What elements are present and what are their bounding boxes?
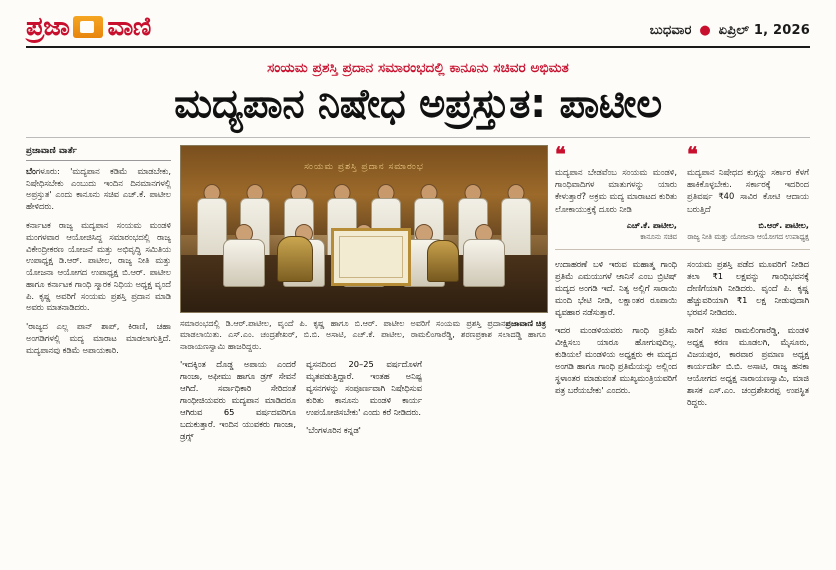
quotes-and-continuation xyxy=(555,141,810,414)
page-title: ಮದ್ಯಪಾನ ನಿಷೇಧ ಅಪ್ರಸ್ತುತ: ಪಾಟೀಲ xyxy=(174,81,662,127)
article-body xyxy=(26,141,810,449)
story-paragraph: 'ರಾಜ್ಯದ ಎಲ್ಲ ಪಾನ್‌ ಶಾಪ್‌, ಕಿರಾಣಿ, ಚಹಾ ಅಂಗಡಿಗಳಲ್ಲಿ ಮದ್ಯ ಮಾರಾಟ ಮಾಡಲಾಗುತ್ತಿದೆ. ಮದ್ಯಪಾನವು ಕಡಿಮೆ ಅಪಾಯಕಾರಿ. xyxy=(26,321,171,355)
story-column-5 xyxy=(687,258,809,414)
story-paragraph: ವ್ಯಸನದಿಂದ 20–25 ವರ್ಷದೊಳಗೆ ಮೃತಪಡುತ್ತಿದ್ದಾರೆ. ಇಂತಹ ಅನಿಷ್ಟ ವ್ಯಸನಗಳನ್ನು ಸಂಪೂರ್ಣವಾಗಿ ನಿಷೇಧಿಸುವ ಕುರಿತು ಕಾನೂನು ಮಂಡಳಿ ಕಾರ್ಯ ಉಪಯೋಜಿಸಬೇಕು' ಎಂದು ಕರೆ ನೀಡಿದರು. xyxy=(306,359,422,418)
story-paragraph: ಕರ್ನಾಟಕ ರಾಜ್ಯ ಮದ್ಯಪಾನ ಸಂಯಮ ಮಂಡಳಿ ಮಂಗಳವಾರ ಆಯೋಜಿಸಿದ್ದ ಸಮಾರಂಭದಲ್ಲಿ ರಾಜ್ಯ ವಿಕೇಂದ್ರೀಕರಣ ಯೋಜನೆ ಮತ್ತು ಅಭಿವೃದ್ಧಿ ಸಮಿತಿಯ ಉಪಾಧ್ಯಕ್ಷ ಡಿ.ಆರ್. ಪಾಟೀಲ, ರಾಜ್ಯ ನೀತಿ ಮತ್ತು ಯೋಜನಾ ಆಯೋಗದ ಉಪಾಧ್ಯಕ್ಷ ಬಿ.ಆರ್. ಪಾಟೀಲ ಹಾಗೂ ಕರ್ನಾಟಕ ಗಾಂಧಿ ಸ್ಮಾರಕ ನಿಧಿಯ ಅಧ್ಯಕ್ಷ ವೃಂದೆ ಪಿ. ಕೃಷ್ಣ ಅವರಿಗೆ ಸಂಯಮ ಪ್ರಶಸ್ತಿ ಪ್ರದಾನ ಮಾಡಿ ಅವರು ಮಾತನಾಡಿದರು. xyxy=(26,219,171,313)
story-paragraph: ಸಂಯಮ ಪ್ರಶಸ್ತಿ ಪಡೆದ ಮೂವರಿಗೆ ನೀಡಿದ ತಲಾ ₹1 ಲಕ್ಷವನ್ನು ಗಾಂಧಿಭವನಕ್ಕೆ ದೇಣಿಗೆಯಾಗಿ ನೀಡಿದರು. ವೃಂದೆ ಪಿ. ಕೃಷ್ಣ ಹೆಚ್ಚುವರಿಯಾಗಿ ₹1 ಲಕ್ಷ ನೀಡುವುದಾಗಿ ಭರವಸೆ ನೀಡಿದರು. xyxy=(687,258,809,317)
quote-mark-icon: ❝ xyxy=(687,141,698,166)
photo-caption xyxy=(180,318,546,352)
quote-role: ರಾಜ್ಯ ನೀತಿ ಮತ್ತು ಯೋಜನಾ ಆಯೋಗದ ಉಪಾಧ್ಯಕ್ಷ xyxy=(687,231,809,241)
headline-divider xyxy=(26,137,810,138)
quote-mark-icon: ❝ xyxy=(555,141,566,166)
continuation-columns xyxy=(555,258,810,414)
story-column-4 xyxy=(555,258,677,414)
quote-boxes xyxy=(555,141,810,242)
date-line xyxy=(650,23,810,40)
kicker-text: ಸಂಯಮ ಪ್ರಶಸ್ತಿ ಪ್ರದಾನ ಸಮಾರಂಭದಲ್ಲಿ ಕಾನೂನು ಸಚಿವರ ಅಭಿಮತ xyxy=(267,60,569,76)
quote-attribution: ಎಚ್.ಕೆ. ಪಾಟೀಲ, xyxy=(626,219,677,230)
photo-and-text-block xyxy=(180,145,546,449)
photo-person-seated xyxy=(221,224,267,286)
date-label: ಏಪ್ರಿಲ್ 1, 2026 xyxy=(718,23,810,38)
quote-text: ಮದ್ಯಪಾನ ನಿಷೇಧದ ಕುಗ್ಗನ್ನು ಸರ್ಕಾರ ಕೆಳಗೆ ಹಾಕಿಕೊಳ್ಳಬೇಕು. ಸರ್ಕಾರಕ್ಕೆ ಇದರಿಂದ ಪ್ರತಿವರ್ಷ ₹40 ಸಾವಿರ ಕೋಟಿ ಆದಾಯ ಬರುತ್ತಿದೆ xyxy=(687,166,809,214)
story-subhead: 'ಬೆಂಗಳೂರಿನ ಕನ್ನಡ' xyxy=(306,425,361,436)
logo-emblem-icon xyxy=(73,16,103,38)
story-column-1 xyxy=(26,145,171,364)
article-photo xyxy=(180,145,548,313)
award-statue-icon xyxy=(427,240,459,282)
story-paragraph: ಉದಾಹರಣೆ ಬಳಿ ಇರುವ ಮಹಾತ್ಮ ಗಾಂಧಿ ಪ್ರತಿಮೆ ಎಮಯುಗಳೆ ಆಾನಿಸೆ ಎಂಬ ಬ್ರಿಟಿಷ್‌ ಮದ್ಯದ ಅಂಗಡಿ ಇದೆ. ನಿತ್ಯ ಅಲ್ಲಿಗೆ ಸಾರಾಯಿ ಮಂದಿ ಭೇಟಿ ನೀಡಿ, ಲಕ್ಷಾಂತರ ರೂಪಾಯಿ ವ್ಯವಹಾರ ನಡೆಸುತ್ತಾರೆ. xyxy=(555,258,677,317)
publication-logo[interactable] xyxy=(26,14,151,40)
quote-divider xyxy=(555,249,810,250)
quote-attribution: ಬಿ.ಆರ್. ಪಾಟೀಲ, xyxy=(758,219,809,230)
quote-box xyxy=(687,141,809,242)
story-paragraph: ಬೆಂಗಳೂರು: 'ಮದ್ಯಪಾನ ಕಡಿಮೆ ಮಾಡಬೇಕು, ನಿಷೇಧಿಸಬೇಕು ಎಂಬುದು ಇಂದಿನ ದಿನಮಾನಗಳಲ್ಲಿ ಅಪ್ರಸ್ತುತ' ಎಂದು ಕಾನೂನು ಸಚಿವ ಎಚ್.ಕೆ. ಪಾಟೀಲ ಹೇಳಿದರು. xyxy=(26,165,171,212)
photo-credit: ಪ್ರಜಾವಾಣಿ ಚಿತ್ರ xyxy=(505,317,546,328)
bullet-separator-icon: ● xyxy=(699,23,711,38)
quote-box xyxy=(555,141,677,242)
story-column-2 xyxy=(180,358,296,448)
logo-text-left: ಪ್ರಜಾ xyxy=(26,12,70,42)
award-certificate-icon xyxy=(331,228,411,286)
story-paragraph: ಇದರ ಮಂಡಳಿಯವರು ಗಾಂಧಿ ಪ್ರತಿಮೆ ವೀಕ್ಷಿಸಲು ಯಾರೂ ಹೋಗುವುದಿಲ್ಲ. ಕುಡಿಯಲೆ ಮಂಡಳಿಯ ಅಧ್ಯಕ್ಷರು ಈ ಮದ್ಯದ ಅಂಗಡಿ ಹಾಗೂ ಗಾಂಧಿ ಪ್ರತಿಮೆಯನ್ನು ಅಲ್ಲಿಂದ ಸ್ಥಳಾಂತರ ಮಾಡುವಂತೆ ಮುಖ್ಯಮಂತ್ರಿಯವರಿಗೆ ಪತ್ರ ಬರೆಯಬೇಕು' ಎಂದರು. xyxy=(555,324,677,396)
quote-role: ಕಾನೂನು ಸಚಿವ xyxy=(640,231,677,241)
story-paragraph: 'ಇದಕ್ಕಿಂತ ದೊಡ್ಡ ಅಪಾಯ ಎಂದರೆ ಗಾಂಜಾ, ಅಫೀಮು ಹಾಗೂ ಡ್ರಗ್‌ ಸೇವನೆ ಆಗಿದೆ. ಸರ್ವಾಧಿಕಾರಿ ಸೇರಿದಂತೆ ಗಾಂಧೀಜಿಯವರು ಮದ್ಯಪಾನ ಮಾಡಿದರೂ ಆಗಿರುವ 65 ವರ್ಷದವರಿಗೂ ಬದುಕುತ್ತಾರೆ. ಇಂದಿನ ಯುವಕರು ಗಾಂಜಾ, ಡ್ರಗ್ಸ್‌ xyxy=(180,359,296,442)
byline: ಪ್ರಜಾವಾಣಿ ವಾರ್ತೆ xyxy=(26,145,171,161)
photo-banner-text: ಸಂಯಮ ಪ್ರಶಸ್ತಿ ಪ್ರದಾನ ಸಮಾರಂಭ xyxy=(304,161,424,172)
story-paragraph: ಸಾರಿಗೆ ಸಚಿವ ರಾಮಲಿಂಗಾರೆಡ್ಡಿ, ಮಂಡಳಿ ಅಧ್ಯಕ್ಷ ಕರಣ ಮೂಡಲಗಿ, ಮೈಸೂರು, ವಿಜಯಪುರ, ಕಾರವಾರ ಪ್ರಮಾಣ ಅಧ್ಯಕ್ಷ ಕಾರ್ಯದರ್ಶಿ ಬಿ.ಬಿ. ಅಸಾಟಿ, ರಾಜ್ಯ ಹನಕಾ ಆಯೋಗದ ಅಧ್ಯಕ್ಷ ನಾರಾಯಣಸ್ವಾಮಿ, ಮಾಜಿ ಶಾಸಕ ಎಸ್.ಎಂ. ಚಂದ್ರಶೇಖರಪ್ಪ ಉಪಸ್ಥಿತ ರಿದ್ದರು. xyxy=(687,324,809,408)
photo-person-seated xyxy=(461,224,507,286)
story-subcolumns xyxy=(180,358,546,448)
logo-text-right: ವಾಣಿ xyxy=(107,12,151,42)
photo-caption-text: ಸಮಾರಂಭದಲ್ಲಿ ಡಿ.ಆರ್.ಪಾಟೀಲ, ವೃಂದೆ ಪಿ. ಕೃಷ್ಣ ಹಾಗೂ ಬಿ.ಆರ್. ಪಾಟೀಲ ಅವರಿಗೆ ಸಂಯಮ ಪ್ರಶಸ್ತಿ ಪ್ರದಾನ ಮಾಡಲಾಯಿತು. ಎಸ್.ಎಂ. ಚಂದ್ರಶೇಖರ್, ಬಿ.ಬಿ. ಅಸಾಟಿ, ಎಚ್.ಕೆ. ಪಾಟೀಲ, ರಾಮಲಿಂಗಾರೆಡ್ಡಿ, ಶರಣಪ್ರಕಾಶ ಸಲಾದಡ್ಡಿ ಹಾಗೂ ನಾರಾಯಣಸ್ವಾಮಿ ಹಾಜರಿದ್ದರು. xyxy=(180,317,546,351)
award-statue-icon xyxy=(277,236,313,282)
quote-text: ಮದ್ಯಪಾನ ಬೇಡವೆಂಬ ಸಂಯಮ ಮಂಡಳಿ, ಗಾಂಧಿವಾದಿಗಳ ಮಾತುಗಳನ್ನು ಯಾರು ಕೇಳುತ್ತಾರೆ? ಅಕ್ರಮ ಮದ್ಯ ಮಾರಾಟದ ಕುರಿತು ಲೋಕಾಯುಕ್ತಕ್ಕೆ ದೂರು ನೀಡಿ xyxy=(555,166,677,214)
masthead xyxy=(26,14,810,48)
story-column-3 xyxy=(306,358,422,448)
day-label: ಬುಧವಾರ xyxy=(649,23,692,38)
